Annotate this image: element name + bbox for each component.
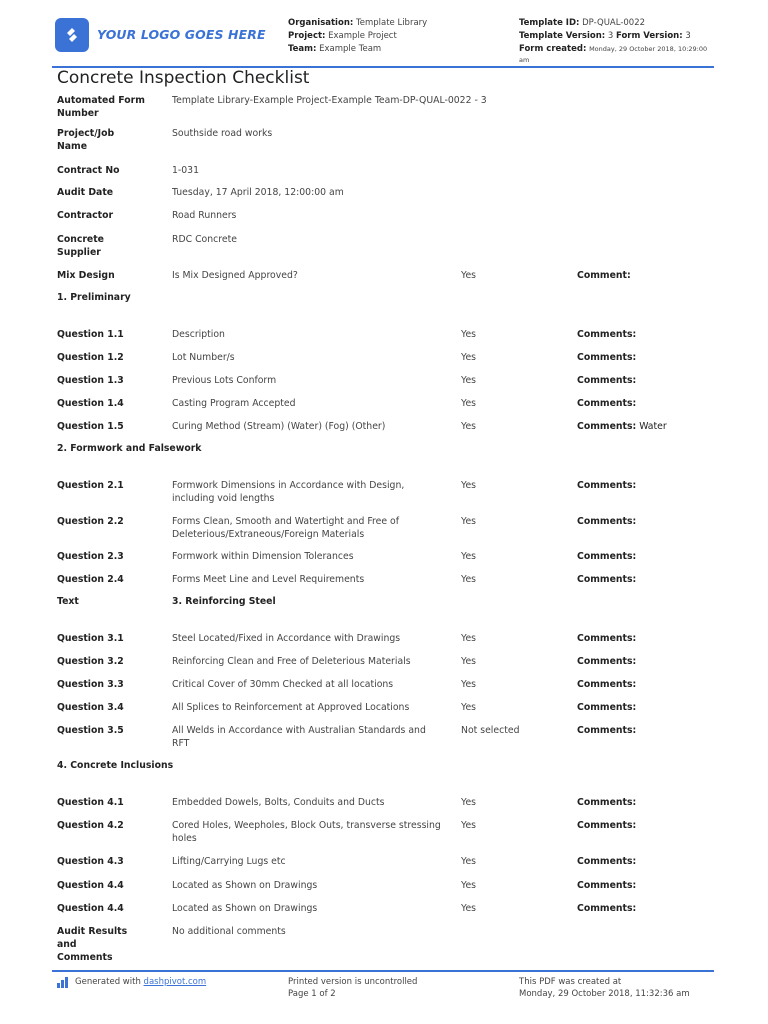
question-label: Question 2.2 — [57, 516, 124, 527]
question-answer: Yes — [461, 398, 477, 409]
question-comment: Comments: — [577, 679, 637, 690]
page-number: Page 1 of 2 — [288, 989, 336, 999]
info-value: Road Runners — [172, 210, 237, 221]
question-comment: Comments: — [577, 551, 637, 562]
info-value: Southside road works — [172, 128, 273, 139]
form-created-value: Monday, 29 October 2018, 10:29:00 — [589, 45, 708, 53]
generated-with: Generated with dashpivot.com — [75, 977, 207, 987]
question-text: Critical Cover of 30mm Checked at all locations — [172, 679, 394, 690]
question-comment: Comments: — [577, 352, 637, 363]
bar-chart-icon — [57, 977, 71, 988]
audit-results-value: No additional comments — [172, 926, 286, 937]
info-label: Contract No — [57, 165, 120, 176]
question-text: Embedded Dowels, Bolts, Conduits and Ducts — [172, 797, 385, 808]
mix-design-question: Is Mix Designed Approved? — [172, 270, 298, 281]
template-version-value: 3 — [607, 31, 614, 41]
question-label: Question 4.4 — [57, 903, 124, 914]
question-answer: Yes — [461, 516, 477, 527]
info-value: RDC Concrete — [172, 234, 237, 245]
question-comment: Comments: — [577, 903, 637, 914]
question-text: Cored Holes, Weepholes, Block Outs, transverse stressing holes — [172, 820, 441, 844]
question-comment: Comments: — [577, 480, 637, 491]
footer-divider — [52, 970, 714, 972]
question-label: Question 3.3 — [57, 679, 124, 690]
question-answer: Yes — [461, 352, 477, 363]
question-comment: Comments: — [577, 797, 637, 808]
question-label: Question 3.1 — [57, 633, 124, 644]
question-text: Formwork within Dimension Tolerances — [172, 551, 354, 562]
team-value: Example Team — [319, 44, 382, 54]
form-version-value: 3 — [685, 31, 691, 41]
info-label: Project/Job Name — [57, 128, 115, 152]
section-label: Text — [57, 596, 79, 607]
project-value: Example Project — [328, 31, 397, 41]
question-label: Question 1.1 — [57, 329, 124, 340]
question-comment: Comments: — [577, 516, 637, 527]
question-label: Question 4.3 — [57, 856, 124, 867]
section-title: 3. Reinforcing Steel — [172, 596, 276, 607]
info-label: Concrete Supplier — [57, 234, 104, 258]
question-comment: Comments: — [577, 329, 637, 340]
question-answer: Yes — [461, 820, 477, 831]
mix-design-label: Mix Design — [57, 270, 115, 281]
question-answer: Yes — [461, 329, 477, 340]
question-answer: Yes — [461, 480, 477, 491]
question-answer: Yes — [461, 633, 477, 644]
question-comment: Comments: — [577, 820, 637, 831]
question-answer: Yes — [461, 421, 477, 432]
info-label: Contractor — [57, 210, 114, 221]
page-title: Concrete Inspection Checklist — [57, 68, 310, 88]
question-comment: Comments: Water — [577, 421, 667, 432]
question-label: Question 2.3 — [57, 551, 124, 562]
question-label: Question 1.4 — [57, 398, 124, 409]
question-answer: Yes — [461, 903, 477, 914]
info-value: 1-031 — [172, 165, 200, 176]
mix-design-answer: Yes — [461, 270, 477, 281]
pdf-created-label: This PDF was created at — [519, 977, 622, 987]
question-comment: Comments: — [577, 375, 637, 386]
uncontrolled-notice: Printed version is uncontrolled — [288, 977, 418, 987]
footer-right — [519, 976, 690, 1000]
question-comment: Comments: — [577, 656, 637, 667]
question-answer: Yes — [461, 797, 477, 808]
question-text: Lot Number/s — [172, 352, 235, 363]
question-text: Lifting/Carrying Lugs etc — [172, 856, 286, 867]
question-text: Steel Located/Fixed in Accordance with Drawings — [172, 633, 401, 644]
question-answer: Yes — [461, 856, 477, 867]
question-label: Question 1.3 — [57, 375, 124, 386]
question-comment: Comments: — [577, 574, 637, 585]
audit-results-label: Audit Results and Comments — [57, 926, 128, 963]
info-value: Tuesday, 17 April 2018, 12:00:00 am — [172, 187, 344, 198]
section-title: 4. Concrete Inclusions — [57, 760, 174, 771]
question-text: All Welds in Accordance with Australian Standards and RFT — [172, 725, 426, 749]
logo-icon — [55, 18, 89, 52]
question-answer: Yes — [461, 375, 477, 386]
question-label: Question 2.4 — [57, 574, 124, 585]
question-comment: Comments: — [577, 702, 637, 713]
question-comment: Comments: — [577, 633, 637, 644]
company-logo — [55, 18, 270, 52]
question-text: Casting Program Accepted — [172, 398, 296, 409]
mix-design-comment: Comment: — [577, 270, 631, 281]
organisation-meta: Organisation: Template Library Project: Example Project Team: Example Team — [288, 18, 428, 54]
question-label: Question 4.2 — [57, 820, 124, 831]
question-text: Formwork Dimensions in Accordance with Design, including void lengths — [172, 480, 405, 504]
question-answer: Yes — [461, 656, 477, 667]
question-comment: Comments: — [577, 398, 637, 409]
question-text: Located as Shown on Drawings — [172, 880, 318, 891]
info-label: Audit Date — [57, 187, 114, 198]
dashpivot-link[interactable]: dashpivot.com — [143, 977, 207, 987]
question-label: Question 1.2 — [57, 352, 124, 363]
organisation-value: Template Library — [355, 18, 428, 28]
question-label: Question 2.1 — [57, 480, 124, 491]
pdf-created-date: Monday, 29 October 2018, 11:32:36 am — [519, 989, 690, 999]
question-answer: Yes — [461, 702, 477, 713]
template-id-value: DP-QUAL-0022 — [582, 18, 646, 28]
question-text: Reinforcing Clean and Free of Deleterious Materials — [172, 656, 411, 667]
question-text: Located as Shown on Drawings — [172, 903, 318, 914]
template-meta: Template ID: DP-QUAL-0022 Template Version: 3 Form Version: 3 Form created: Monday, 29 October 2018, 10:29:00 am — [519, 18, 708, 64]
question-answer: Not selected — [461, 725, 520, 736]
question-comment: Comments: — [577, 856, 637, 867]
info-value: Template Library-Example Project-Example Team-DP-QUAL-0022 - 3 — [172, 95, 487, 106]
question-label: Question 3.5 — [57, 725, 124, 736]
question-comment: Comments: — [577, 725, 637, 736]
question-label: Question 4.1 — [57, 797, 124, 808]
question-label: Question 3.2 — [57, 656, 124, 667]
logo-text: YOUR LOGO GOES HERE — [97, 27, 266, 42]
form-created-value-line2: am — [519, 56, 530, 64]
question-text: Forms Meet Line and Level Requirements — [172, 574, 365, 585]
footer-center — [288, 976, 417, 1000]
question-answer: Yes — [461, 574, 477, 585]
section-title: 1. Preliminary — [57, 292, 131, 303]
question-answer: Yes — [461, 679, 477, 690]
question-text: Curing Method (Stream) (Water) (Fog) (Other) — [172, 421, 386, 432]
question-answer: Yes — [461, 551, 477, 562]
question-text: Forms Clean, Smooth and Watertight and Free of Deleterious/Extraneous/Foreign Materials — [172, 516, 399, 540]
question-label: Question 1.5 — [57, 421, 124, 432]
question-answer: Yes — [461, 880, 477, 891]
info-label: Automated Form Number — [57, 95, 145, 119]
question-text: Description — [172, 329, 225, 340]
question-comment: Comments: — [577, 880, 637, 891]
section-title: 2. Formwork and Falsework — [57, 443, 202, 454]
question-label: Question 3.4 — [57, 702, 124, 713]
question-label: Question 4.4 — [57, 880, 124, 891]
question-text: Previous Lots Conform — [172, 375, 277, 386]
question-text: All Splices to Reinforcement at Approved Locations — [172, 702, 410, 713]
